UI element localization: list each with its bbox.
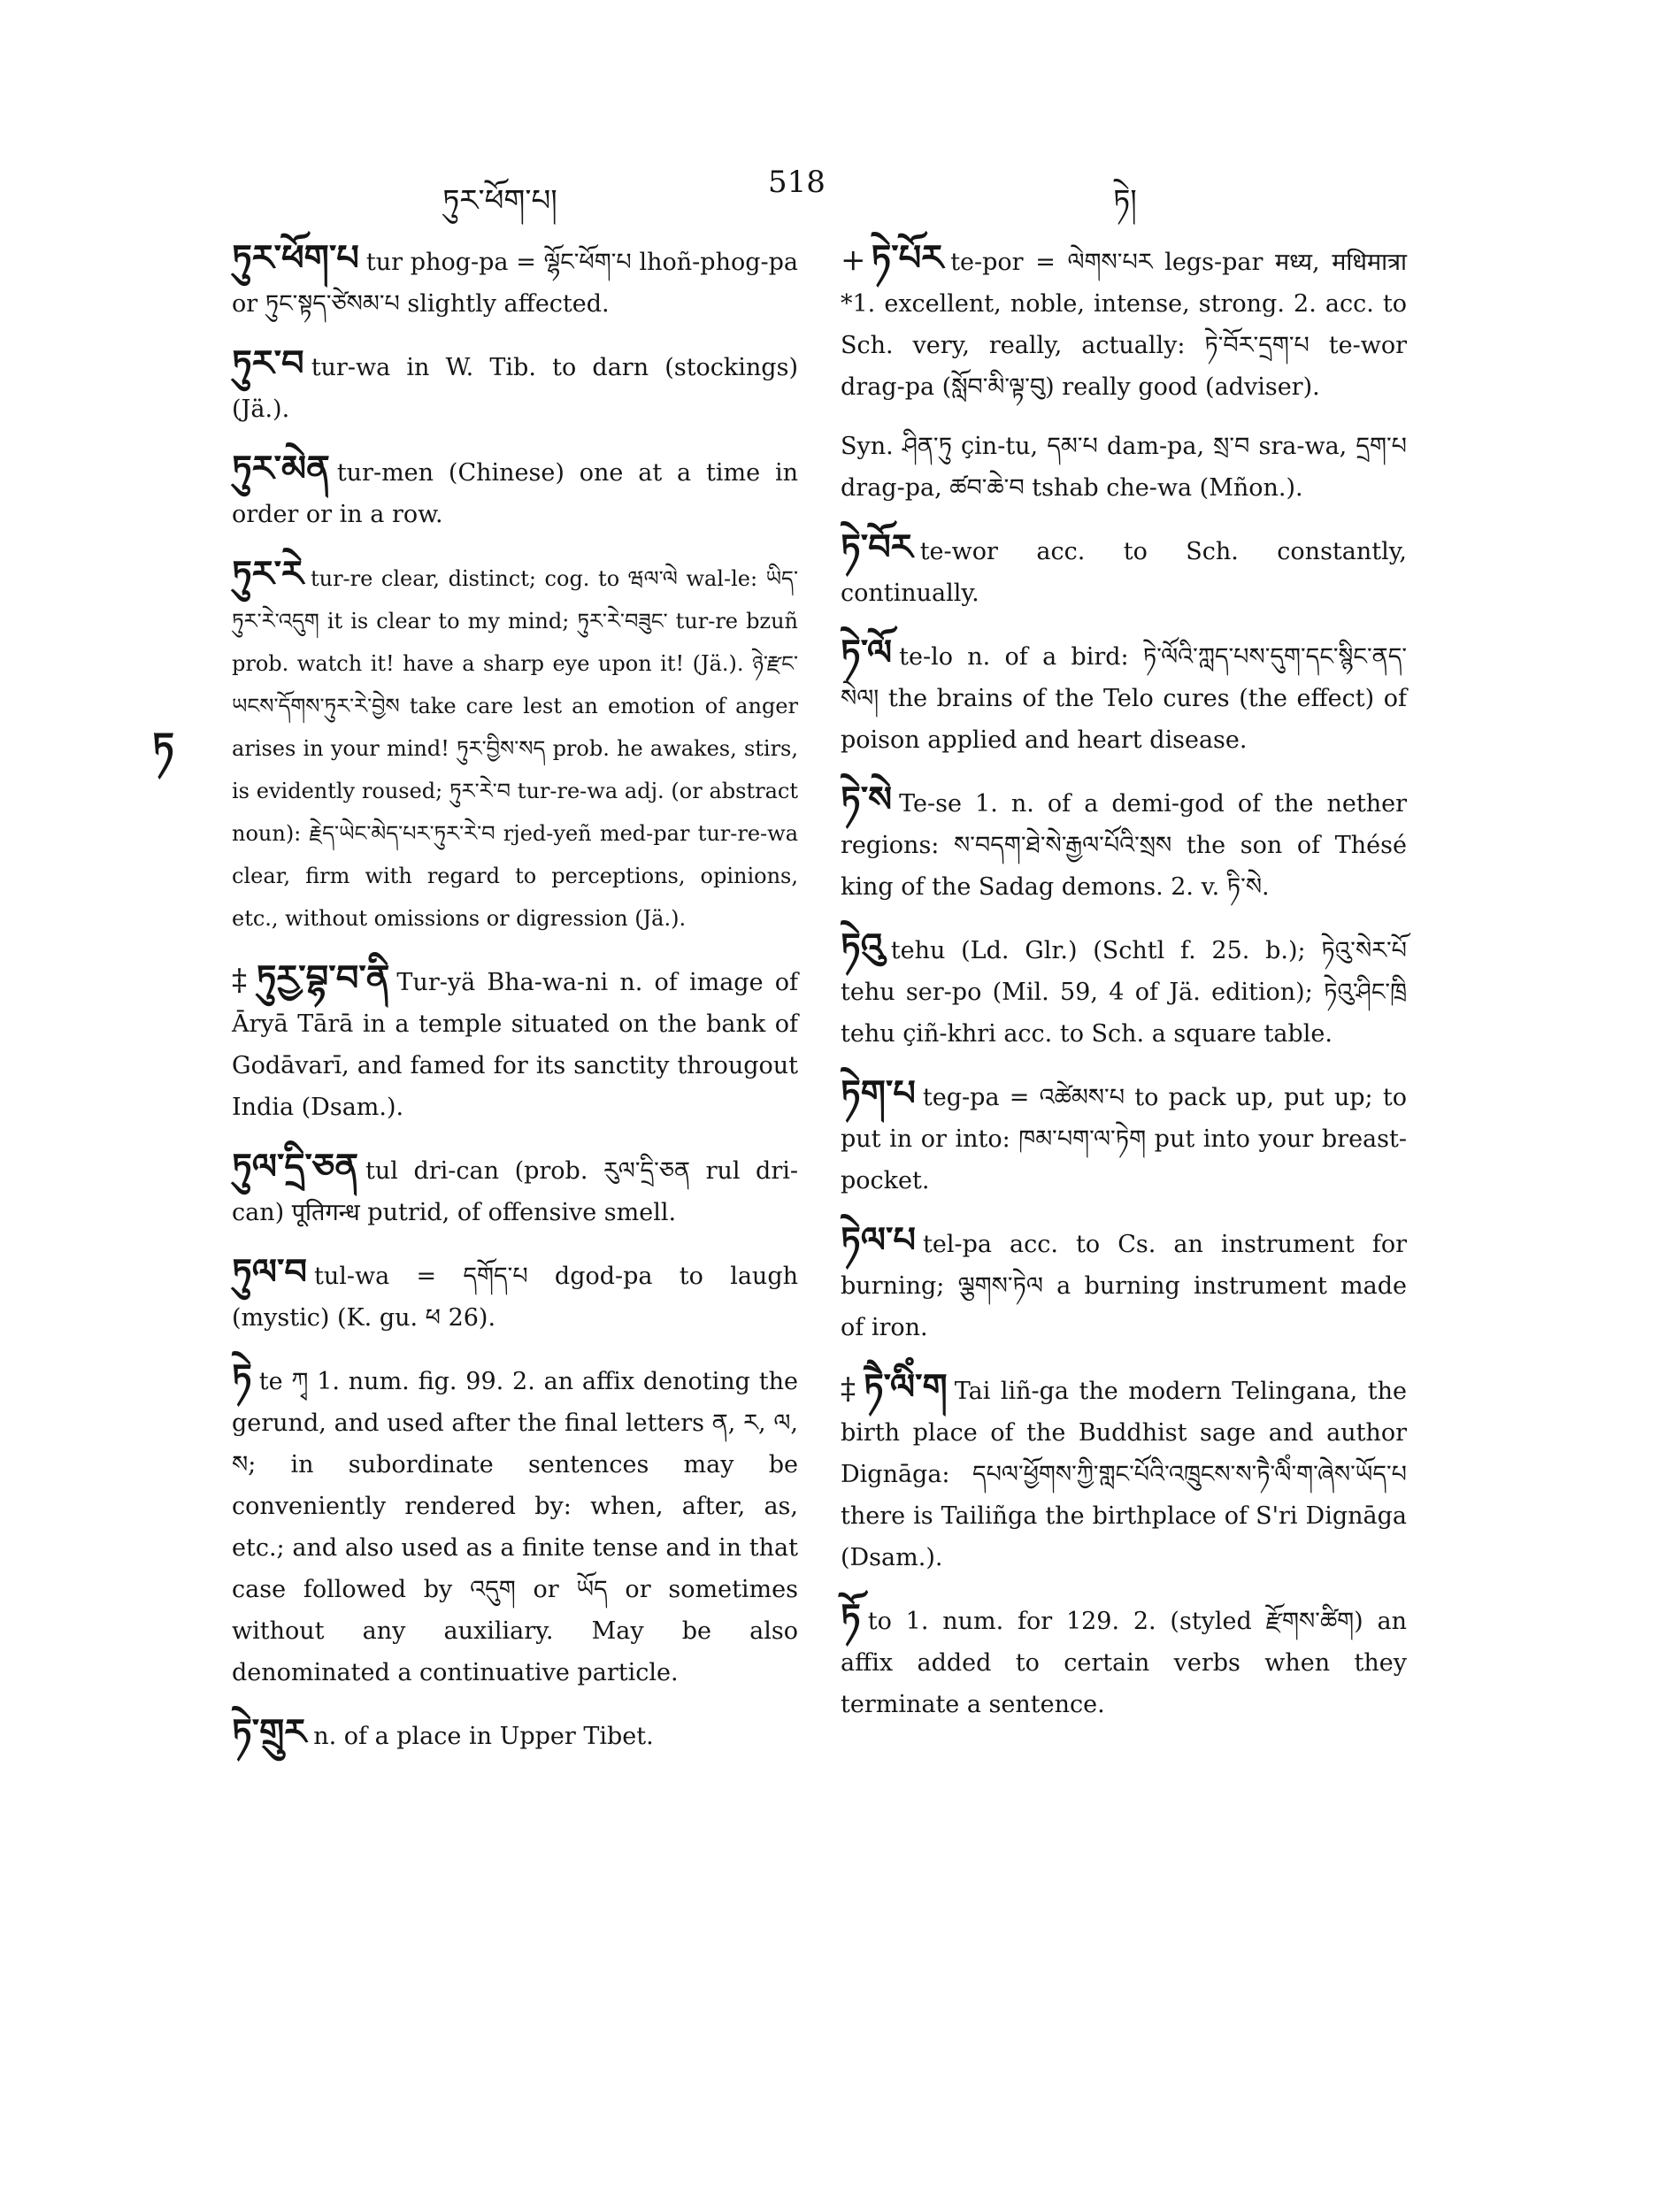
- headword: ཏེ་པོར: [871, 237, 944, 279]
- entry-tur-re: [232, 553, 798, 940]
- entry-body: n. of a place in Upper Tibet.: [313, 1723, 654, 1750]
- entry-te: [232, 1356, 798, 1694]
- entry-body: Tur-yä Bha-wa-ni n. of image of Āryā Tārā in a temple situated on the bank of Godāvarī, and famed for its sanctity througout India (Dsam.).: [232, 969, 798, 1121]
- headword: ཏེ: [232, 1356, 252, 1398]
- entry-te-por: [841, 237, 1407, 408]
- entry-body: to 1. num. for 129. 2. (styled རྫོགས་ཚིག) an affix added to certain verbs when they terminate a sentence.: [841, 1608, 1407, 1718]
- entry-body: Te-se 1. n. of a demi-god of the nether regions: ས་བདག་ཐེ་སེ་རྒྱལ་པོའི་སྲས the son of Thésé king of the Sadag demons. 2. v. ཏི་སེ.: [841, 790, 1407, 901]
- dagger-mark: +: [841, 242, 866, 278]
- entry-body: te-lo n. of a bird: ཏེ་ལོའི་ཀླད་པས་དུག་དང་སྙིང་ནད་སེལ། the brains of the Telo cures (the effect) of poison applied and heart disease.: [841, 643, 1407, 754]
- entry-tel-pa: [841, 1219, 1407, 1348]
- entry-te-se: [841, 779, 1407, 908]
- right-column: [841, 237, 1407, 1743]
- dagger-mark: ‡: [841, 1371, 858, 1407]
- entry-to: [841, 1596, 1407, 1725]
- headword: ཏེ་ལོ: [841, 632, 893, 673]
- header-left-term: ཏུར་ཕོག་པ།: [442, 183, 557, 219]
- entry-teg-pa: [841, 1072, 1407, 1202]
- headword: ཏེ་བོར: [841, 526, 913, 568]
- headword: ཏུརྱ་བྷ་བ་ནི: [256, 957, 390, 999]
- entry-tur-wa: [232, 342, 798, 430]
- headword: ཏཻ་ལིཾ་ག: [863, 1366, 948, 1408]
- page-number: 518: [768, 165, 826, 200]
- entry-body: tul-wa = དགོད་པ dgod-pa to laugh (mystic) (K. gu. ཕ 26).: [232, 1263, 798, 1332]
- headword: ཏོ: [841, 1596, 861, 1638]
- entry-body: te-por = ལེགས་པར legs-par मध्य, मधिमात्रा *1. excellent, noble, intense, strong. 2. acc. to Sch. very, really, actually: ཏེ་བོར་དྲག་པ te-wor drag-pa (སློབ་མི་ལྟ་བུ) really good (adviser).: [841, 249, 1407, 401]
- headword: ཏུལ་དྲི་ཅན: [232, 1146, 359, 1187]
- entry-body: tehu (Ld. Glr.) (Schtl f. 25. b.); ཏེའུ་སེར་པོ tehu ser-po (Mil. 59, 4 of Jä. edition); ཏེའུ་ཤིང་ཁྲི tehu çiñ-khri acc. to Sch. a square table.: [841, 937, 1407, 1048]
- headword: ཏེ་གྲུར: [232, 1711, 307, 1753]
- entry-body: teg-pa = འཚེམས་པ to pack up, put up; to put in or into: ཁམ་པག་ལ་ཏེག put into your breast-pocket.: [841, 1084, 1407, 1194]
- entry-te-grur: [232, 1711, 798, 1757]
- headword: ཏུར་ཕོག་པ: [232, 237, 359, 279]
- headword: ཏེ་སེ: [841, 779, 893, 820]
- entry-body: tur-re clear, distinct; cog. to ཝལ་ལེ wal-le: ཡིད་ཏུར་རེ་འདུག it is clear to my mind; ཏུར་རེ་བཟུང་ tur-re bzuñ prob. watch it! have a sharp eye upon it! (Jä.). ཉེ་རྫང་ཡངས་དོགས་ཏུར་རེ་བྱེས take care lest an emotion of anger arises in your mind! ཏུར་བྱིས་སད prob. he awakes, stirs, is evidently roused; ཏུར་རེ་བ tur-re-wa adj. (or abstract noun): རྗེད་ཡེང་མེད་པར་ཏུར་རེ་བ rjed-yeñ med-par tur-re-wa clear, firm with regard to perceptions, opinions, etc., without omissions or digression (Jä.).: [232, 566, 798, 931]
- left-column: [232, 237, 798, 1775]
- headword: ཏེའུ: [841, 926, 884, 967]
- entry-te-wor: [841, 526, 1407, 614]
- headword: ཏུར་རེ: [232, 553, 303, 595]
- entry-synonyms: [841, 426, 1407, 509]
- running-header: [0, 159, 1659, 219]
- entry-tur-men: [232, 448, 798, 535]
- entry-body: tul dri-can (prob. རུལ་དྲི་ཅན rul dri-can) पूतिगन्ध putrid, of offensive smell.: [232, 1157, 798, 1226]
- entry-tul-dri-can: [232, 1146, 798, 1233]
- header-right-term: ཏེ།: [1113, 183, 1137, 219]
- entry-body: tel-pa acc. to Cs. an instrument for burning; ལྕགས་ཏེལ a burning instrument made of iron.: [841, 1231, 1407, 1341]
- entry-tul-wa: [232, 1251, 798, 1339]
- entry-te-lo: [841, 632, 1407, 761]
- entry-tur-ya-bha-wa-ni: [232, 957, 798, 1128]
- headword: ཏེལ་པ: [841, 1219, 916, 1261]
- entry-tur-phog-pa: [232, 237, 798, 325]
- entry-body: tur-wa in W. Tib. to darn (stockings) (Jä.).: [232, 354, 798, 423]
- margin-letter-mark: ཏ: [152, 725, 174, 770]
- headword: ཏེག་པ: [841, 1072, 916, 1114]
- headword: ཏུར་མེན: [232, 448, 330, 489]
- entry-body: te-wor acc. to Sch. constantly, continually.: [841, 538, 1407, 607]
- entry-body: tur phog-pa = ལྷོང་ཕོག་པ lhoñ-phog-pa or ཏུང་སྟད་ཙེསམ་པ slightly affected.: [232, 249, 798, 318]
- dagger-mark: ‡: [232, 963, 251, 998]
- entry-body: tur-men (Chinese) one at a time in order or in a row.: [232, 459, 798, 528]
- headword: ཏུར་བ: [232, 342, 304, 384]
- entry-tehu: [841, 926, 1407, 1055]
- headword: ཏུལ་བ: [232, 1251, 307, 1293]
- entry-body: Tai liñ-ga the modern Telingana, the birth place of the Buddhist sage and author Dignāga: དཔལ་ཕྱོགས་ཀྱི་གླང་པོའི་འཁྲུངས་ས་ཏཻ་ལིཾ་ག་ཞེས་ཡོད་པ there is Tailiñga the birthplace of S'ri Dignāga (Dsam.).: [841, 1378, 1408, 1571]
- entry-body: Syn. ཤིན་ཏུ çin-tu, དམ་པ dam-pa, སྲ་བ sra-wa, དྲག་པ drag-pa, ཚབ་ཆེ་བ tshab che-wa (Mñon.).: [841, 433, 1407, 502]
- entry-tai-lin-ga: [841, 1366, 1407, 1578]
- entry-body: te ཀྭ 1. num. fig. 99. 2. an affix denoting the gerund, and used after the final letters ན, ར, ལ, ས; in subordinate sentences may be conveniently rendered by: when, after, as, etc.; and also used as a finite tense and in that case followed by འདུག or ཡོད or sometimes without any auxiliary. May be also denominated a continuative particle.: [232, 1368, 798, 1686]
